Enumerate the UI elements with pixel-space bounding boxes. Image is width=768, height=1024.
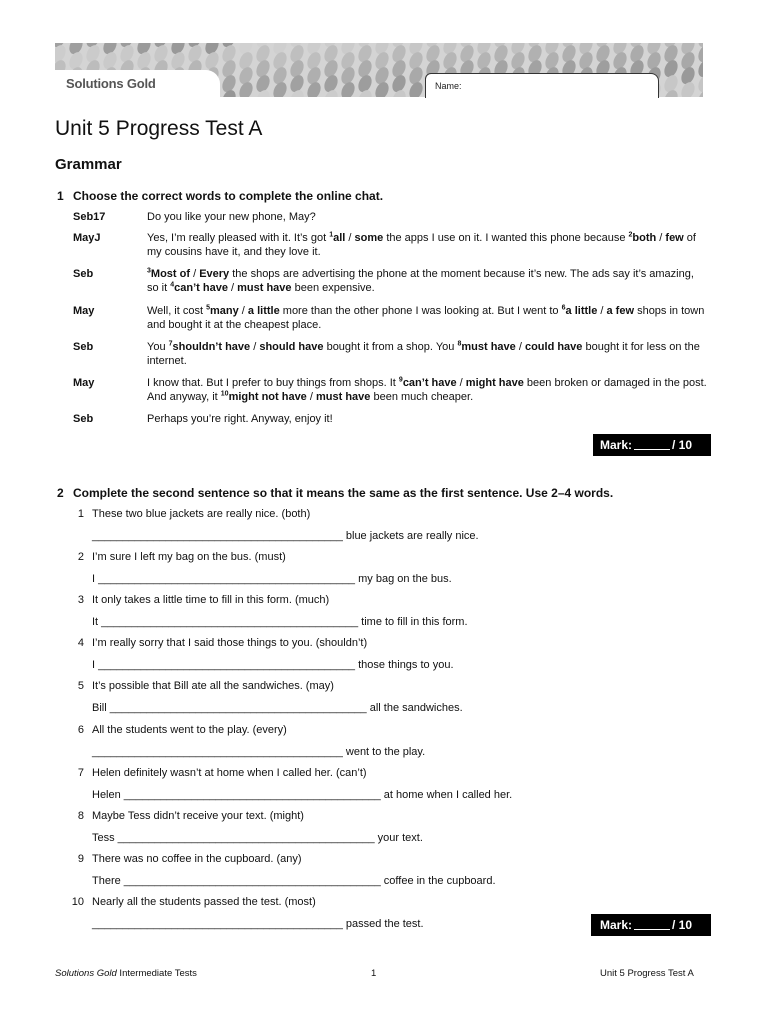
answer-option[interactable]: must have [461,341,516,353]
mark-box-q2 [591,914,711,936]
item-prompt: Helen definitely wasn’t at home when I called her. (can’t) [92,767,367,779]
banner-pebble [237,80,255,97]
answer-option[interactable]: many [210,305,239,317]
exercise-item [60,550,286,564]
answer-option[interactable]: some [354,232,384,244]
answer-option[interactable]: all [333,232,346,244]
item-prompt: It’s possible that Bill ate all the sandwiches. (may) [92,680,334,692]
gap-number: 5 [206,304,210,312]
page-number: 1 [371,968,377,979]
answer-option[interactable]: must have [315,391,371,403]
answer-line[interactable]: It __________________________________________ time to fill in this form. [92,616,468,628]
answer-line[interactable]: Tess __________________________________________ your text. [92,832,423,844]
mark-label: Mark: [600,438,633,452]
gap-number: 7 [168,340,173,348]
item-prompt: Maybe Tess didn’t receive your text. (might) [92,810,304,822]
message-text: of my cousins have it, and they love it. [147,232,696,258]
answer-option[interactable]: a little [565,305,598,317]
item-number: 7 [77,767,84,779]
message-text: / [306,391,316,403]
banner-pebble [373,80,391,97]
brand-logo: Solutions Gold [66,76,156,91]
chat-message [147,231,707,259]
answer-option[interactable]: both [632,232,657,244]
item-number: 5 [77,680,84,692]
answer-option[interactable]: few [665,232,684,244]
chat-speaker: Seb [73,413,94,425]
mark-blank[interactable] [634,435,670,450]
message-text: been much cheaper. [370,391,474,403]
item-prompt: Nearly all the students passed the test. (most) [92,896,316,908]
gap-number: 3 [147,267,151,275]
item-number: 10 [71,896,84,908]
mark-total: / 10 [672,438,693,452]
item-number: 4 [77,637,84,649]
message-text: been broken or damaged in the post. And anyway, it [147,377,707,403]
message-text: bought it for less on the internet. [147,341,700,367]
item-prompt: It only takes a little time to fill in this form. (much) [92,594,330,606]
message-text: Yes, I’m really pleased with it. It’s got [147,232,330,244]
item-number: 8 [77,810,84,822]
gap-number: 4 [170,281,175,289]
exercise-item [60,766,367,780]
message-text: shops in town and bought it at the cheapest place. [147,305,705,331]
chat-speaker: May [73,377,95,389]
message-text: Perhaps you’re right. Anyway, enjoy it! [147,413,333,425]
question-text: Complete the second sentence so that it means the same as the first sentence. Use 2–4 words. [73,486,614,500]
message-text: Do you like your new phone, May? [147,211,316,223]
answer-option[interactable]: Most of [150,268,191,280]
answer-option[interactable]: a little [247,305,280,317]
answer-option[interactable]: must have [237,282,292,294]
answer-line[interactable]: _________________________________________ went to the play. [92,746,426,758]
answer-line[interactable]: I __________________________________________ my bag on the bus. [92,573,452,585]
answer-option[interactable]: Every [199,268,230,280]
exercise-item [60,809,304,823]
message-text: the shops are advertising the phone at the moment because it’s new. The ads say it’s amazing, so it [147,268,694,294]
answer-option[interactable]: can’t have [402,377,457,389]
mark-blank[interactable] [634,915,670,930]
chat-message [147,267,707,295]
exercise-item [60,895,316,909]
question-text: Choose the correct words to complete the online chat. [73,189,384,203]
item-number: 6 [77,724,84,736]
footer-unit: Unit 5 Progress Test A [600,968,694,979]
message-text: more than the other phone I was looking at. But I went to [279,305,562,317]
question-number: 1 [57,189,64,203]
message-text: / [515,341,525,353]
message-text: bought it from a shop. You [323,341,458,353]
gap-number: 10 [220,390,229,398]
question-2-title [57,486,613,500]
chat-message [147,412,707,426]
message-text: / [238,305,248,317]
chat-speaker: May [73,305,95,317]
item-prompt: These two blue jackets are really nice. (both) [92,508,311,520]
item-number: 2 [77,551,84,563]
answer-line[interactable]: I __________________________________________ those things to you. [92,659,454,671]
exercise-item [60,636,367,650]
mark-total: / 10 [672,918,693,932]
exercise-item [60,507,310,521]
chat-message [147,210,707,224]
message-text: You [147,341,169,353]
footer-level: Intermediate Tests [116,968,197,979]
answer-option[interactable]: a few [606,305,635,317]
chat-speaker: MayJ [73,232,101,244]
name-field[interactable] [425,73,659,98]
banner-pebble [271,80,289,97]
item-number: 3 [77,594,84,606]
mark-box-q1 [593,434,711,456]
item-prompt: I’m sure I left my bag on the bus. (must) [92,551,286,563]
page-title: Unit 5 Progress Test A [55,117,263,140]
banner-pebble [679,80,697,97]
exercise-item [60,852,302,866]
item-number: 1 [77,508,84,520]
message-text: / [456,377,466,389]
chat-speaker: Seb [73,268,94,280]
gap-number: 6 [561,304,566,312]
banner-pebble [339,80,357,97]
answer-option[interactable]: shouldn’t have [172,341,251,353]
answer-option[interactable]: could have [524,341,583,353]
answer-line[interactable]: Bill __________________________________________ all the sandwiches. [92,702,463,714]
message-text: / [597,305,607,317]
answer-option[interactable]: should have [259,341,324,353]
answer-option[interactable]: might not have [228,391,307,403]
answer-option[interactable]: might have [465,377,524,389]
answer-line[interactable]: _________________________________________ blue jackets are really nice. [92,530,479,542]
message-text: / [656,232,666,244]
question-1-title [57,189,383,203]
mark-label: Mark: [600,918,633,932]
section-heading: Grammar [55,156,122,173]
gap-number: 1 [329,231,334,239]
chat-message [147,304,707,332]
message-text: the apps I use on it. I wanted this phone because [383,232,629,244]
item-number: 9 [77,853,84,865]
message-text: / [250,341,260,353]
item-prompt: I’m really sorry that I said those things to you. (shouldn’t) [92,637,368,649]
exercise-item [60,723,287,737]
chat-speaker: Seb17 [73,211,106,223]
chat-message [147,376,707,404]
banner-pebble [305,80,323,97]
question-number: 2 [57,486,64,500]
message-text: / [190,268,200,280]
message-text: / [345,232,355,244]
answer-line[interactable]: There __________________________________________ coffee in the cupboard. [92,875,496,887]
footer-series-name: Solutions Gold [55,968,117,979]
banner-pebble [407,80,425,97]
gap-number: 9 [398,376,403,384]
answer-option[interactable]: can’t have [174,282,228,294]
chat-message [147,340,707,368]
answer-line[interactable]: Helen __________________________________________ at home when I called her. [92,789,513,801]
name-label: Name: [435,81,462,91]
gap-number: 8 [457,340,462,348]
item-prompt: All the students went to the play. (every) [92,724,287,736]
message-text: I know that. But I prefer to buy things from shops. It [147,377,399,389]
message-text: Well, it cost [147,305,207,317]
exercise-item [60,593,329,607]
footer-series [55,968,197,979]
message-text: / [227,282,238,294]
chat-speaker: Seb [73,341,94,353]
exercise-item [60,679,334,693]
answer-line[interactable]: _________________________________________ passed the test. [92,918,424,930]
message-text: been expensive. [291,282,375,294]
item-prompt: There was no coffee in the cupboard. (any) [92,853,302,865]
gap-number: 2 [628,231,633,239]
